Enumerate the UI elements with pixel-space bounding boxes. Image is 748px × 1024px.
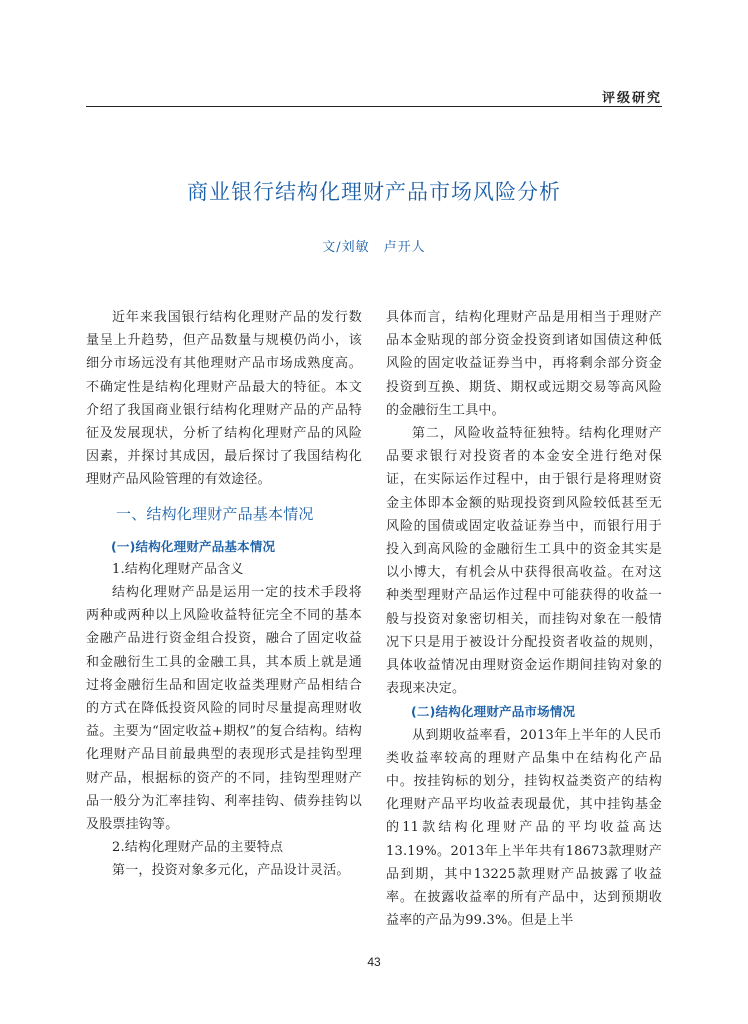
body-paragraph: 第二，风险收益特征独特。结构化理财产品要求银行对投资者的本金安全进行绝对保证，在实际运作过程中，由于银行是将理财资金主体即本金额的贴现投资到风险较低甚至无风险的国债或固定收益证券当中，而银行用于投入到高风险的金融衍生工具中的资金其实是以小博大，有机会从中获得很高收益。在对这种类型理财产品运作过程中可能获得的收益一般与投资对象密切相关，而挂钩对象在一般情况下只是用于被设计分配投资者收益的规则，具体收益情况由理财资金运作期间挂钩对象的表现来决定。 <box>386 426 662 697</box>
article-title: 商业银行结构化理财产品市场风险分析 <box>187 180 561 204</box>
header-rule <box>86 106 662 107</box>
body-paragraph: 具体而言，结构化理财产品是用相当于理财产品本金贴现的部分资金投资到诸如国债这种低风险的固定收益证券当中，再将剩余部分资金投资到互换、期货、期权或远期交易等高风险的金融衍生工具中。 <box>386 310 662 418</box>
section-heading: 一、结构化理财产品基本情况 <box>116 504 314 523</box>
body-paragraph: 从到期收益率看，2013年上半年的人民币类收益率较高的理财产品集中在结构化产品中。按挂钩标的划分，挂钩权益类资产的结构化理财产品平均收益表现最优，其中挂钩基金的11款结构化理财产品的平均收益高达13.19%。2013年上半年共有18673款理财产品到期，其中13225款理财产品披露了收益率。在披露收益率的所有产品中，达到预期收益率的产品为99.3%。但是上半 <box>386 727 662 929</box>
body-paragraph: 第一，投资对象多元化，产品设计灵活。 <box>112 863 350 879</box>
abstract-paragraph: 近年来我国银行结构化理财产品的发行数量呈上升趋势，但产品数量与规模仍尚小，该细分市场远没有其他理财产品市场成熟度高。不确定性是结构化理财产品最大的特征。本文介绍了我国商业银行结构化理财产品的产品特征及发展现状，分析了结构化理财产品的风险因素，并探讨其成因，最后探讨了我国结构化理财产品风险管理的有效途径。 <box>86 310 362 488</box>
section-tag: 评级研究 <box>601 91 662 106</box>
item-heading: 1.结构化理财产品含义 <box>112 561 244 577</box>
article-author: 文/刘敏 卢开人 <box>322 240 426 255</box>
right-column <box>386 306 662 932</box>
subsection-heading: (一)结构化理财产品基本情况 <box>111 538 276 554</box>
left-column <box>86 306 362 883</box>
body-paragraph: 结构化理财产品是运用一定的技术手段将两种或两种以上风险收益特征完全不同的基本金融产品进行资金组合投资，融合了固定收益和金融衍生工具的金融工具，其本质上就是通过将金融衍生品和固定收益类理财产品相结合的方式在降低投资风险的同时尽量提高理财收益。主要为“固定收益+期权”的复合结构。结构化理财产品目前最典型的表现形式是挂钩型理财产品，根据标的资产的不同，挂钩型理财产品一般分为汇率挂钩、利率挂钩、债券挂钩以及股票挂钩等。 <box>86 585 362 833</box>
subsection-heading: (二)结构化理财产品市场情况 <box>411 704 576 720</box>
page-number: 43 <box>367 955 381 969</box>
item-heading: 2.结构化理财产品的主要特点 <box>112 840 284 856</box>
